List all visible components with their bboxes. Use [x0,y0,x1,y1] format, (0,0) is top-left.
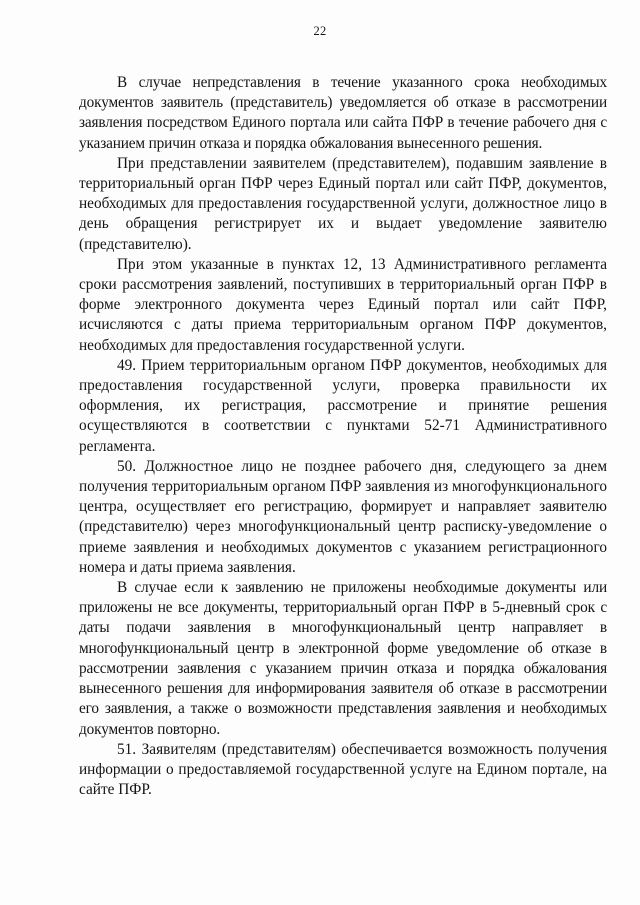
paragraph-refusal-notice: В случае непредставления в течение указанного срока необходимых документов заявитель (представитель) уведомляется об отказе в рассмотрении заявления посредством Единого портала или сайта ПФР в течение рабочего дня с указанием причин отказа и порядка обжалования вынесенного решения. [79,74,607,152]
paragraph-review-terms: При этом указанные в пунктах 12, 13 Административного регламента сроки рассмотрения заявлений, поступивших в территориальный орган ПФР в форме электронного документа через Единый портал или сайт ПФР, исчисляются с даты приема территориальным органом ПФР документов, необходимых для предоставления государственной услуги. [79,255,607,354]
paragraph-missing-documents: В случае если к заявлению не приложены необходимые документы или приложены не все документы, территориальный орган ПФР в 5-дневный срок с даты подачи заявления в многофункциональный центр направляет в многофункциональный центр в электронной форме уведомление об отказе в рассмотрении заявления с указанием причин отказа и порядка обжалования вынесенного решения для информирования заявителя об отказе в рассмотрении его заявления, а также о возможности представления заявления и необходимых документов повторно. [79,579,607,738]
document-body [79,73,607,800]
page-number: 22 [313,24,327,38]
paragraph-document-submission: При представлении заявителем (представителем), подавшим заявление в территориальный орган ПФР через Единый портал или сайт ПФР, документов, необходимых для предоставления государственной услуги, должностное лицо в день обращения регистрирует их и выдает уведомление заявителю (представителю). [79,154,607,253]
paragraph-item-49: 49. Прием территориальным органом ПФР документов, необходимых для предоставления государственной услуги, проверка правильности их оформления, их регистрация, рассмотрение и принятие решения осуществляются в соответствии с пунктами 52-71 Административного регламента. [79,356,607,455]
paragraph-item-51: 51. Заявителям (представителям) обеспечивается возможность получения информации о предоставляемой государственной услуге на Едином портале, на сайте ПФР. [79,740,607,799]
paragraph-item-50: 50. Должностное лицо не позднее рабочего дня, следующего за днем получения территориальным органом ПФР заявления из многофункционального центра, осуществляет его регистрацию, формирует и направляет заявителю (представителю) через многофункциональный центр расписку-уведомление о приеме заявления и необходимых документов с указанием регистрационного номера и даты приема заявления. [79,457,607,576]
